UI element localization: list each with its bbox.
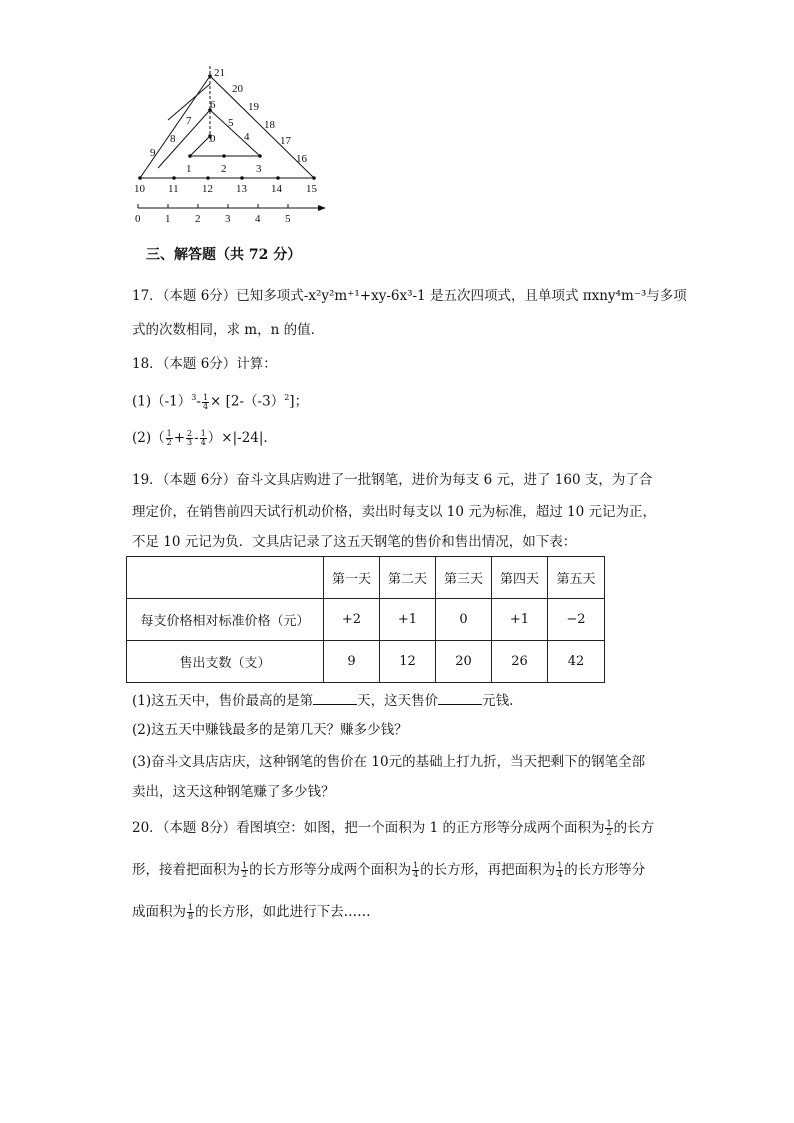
q19-line-1: 19．（本题 6分）奋斗文具店购进了一批钢笔，进价为每支 6 元，进了 160 支，为了合 [132, 472, 653, 488]
q20-line-2 [132, 860, 645, 880]
middle-left-edge [158, 110, 210, 168]
q20-text: 20．（本题 8分）看图填空：如图，把一个面积为 1 的正方形等分成两个面积为 [132, 820, 605, 836]
fraction: $\frac{1}{2}$ [606, 819, 612, 837]
q19-sub-2: (2)这五天中赚钱最多的是第几天？赚多少钱？ [132, 722, 408, 738]
vertex-label: 8 [170, 133, 176, 145]
q20-text: 成面积为 [132, 904, 186, 920]
table-header-cell [127, 557, 324, 599]
vertex-label: 16 [296, 153, 307, 165]
q20-text: 的长方 [613, 820, 655, 836]
q17-line-2: 式的次数相同，求 m，n 的值． [132, 322, 325, 338]
table-header-cell: 第一天 [324, 557, 380, 599]
table-cell: +1 [380, 599, 436, 641]
vertex-label: 15 [306, 183, 317, 195]
table-row [127, 599, 605, 641]
fraction: $\frac{1}{8}$ [188, 903, 194, 921]
vertex-label: 21 [214, 67, 225, 79]
vertex-label: 13 [236, 183, 247, 195]
table-header-cell: 第四天 [492, 557, 548, 599]
fraction: $\frac{1}{4}$ [200, 429, 206, 447]
answer-blank[interactable] [438, 690, 482, 705]
q18-p2-op2: - [194, 430, 199, 446]
vertex-label: 3 [256, 163, 262, 175]
vertex-label: 5 [228, 117, 234, 129]
table-cell: 0 [436, 599, 492, 641]
q18-part-2 [132, 428, 268, 448]
axis-ticks [138, 204, 288, 208]
middle-right-edge [210, 110, 260, 156]
vertex-label: 11 [168, 183, 179, 195]
q20-text: 的长方形，如此进行下去…… [195, 904, 371, 920]
q20-line-3 [132, 902, 371, 922]
table-cell: +2 [324, 599, 380, 641]
q18-title: 18．（本题 6分）计算： [132, 356, 277, 372]
vertex-label: 18 [264, 119, 275, 131]
q17-line-1: 17．（本题 6分）已知多项式-x²y²m⁺¹+xy-6x³-1 是五次四项式，且单项式 πxny⁴m⁻³与多项 [132, 288, 687, 304]
table-cell: +1 [492, 599, 548, 641]
q19-s1-c: 元钱. [482, 693, 514, 709]
axis-tick-label: 5 [285, 213, 291, 225]
q18-p1-exp: 3 [191, 393, 197, 402]
axis-arrow-icon [318, 205, 326, 211]
q20-line-1 [132, 818, 654, 838]
vertex-label: 19 [248, 101, 259, 113]
table-cell: 26 [492, 641, 548, 683]
q19-s1-a: (1)这五天中，售价最高的是第 [132, 693, 314, 709]
q18-p1-minus: - [196, 393, 201, 410]
table-cell: 42 [548, 641, 605, 683]
vertex-label: 2 [221, 163, 227, 175]
q20-text: 的长方形等分成两个面积为 [249, 862, 412, 878]
table-header-cell: 第三天 [436, 557, 492, 599]
fraction: $\frac{1}{4}$ [202, 392, 209, 411]
q18-p1-f: ]； [289, 393, 309, 410]
vertex-label: 4 [244, 131, 250, 143]
vertex-dots [138, 74, 316, 180]
axis-tick-label: 3 [225, 213, 231, 225]
answer-blank[interactable] [313, 690, 357, 705]
table-cell: −2 [548, 599, 605, 641]
axis-tick-label: 2 [195, 213, 201, 225]
axis-tick-label: 1 [165, 213, 171, 225]
table-row [127, 641, 605, 683]
table-header-row [127, 557, 605, 599]
fraction: $\frac{1}{4}$ [413, 861, 419, 879]
inner-left [190, 136, 210, 156]
triangle-number-figure [128, 60, 338, 228]
vertex-label: 17 [280, 135, 291, 147]
vertex-label: 10 [134, 183, 145, 195]
vertex-label: 1 [186, 163, 192, 175]
table-header-cell: 第五天 [548, 557, 605, 599]
q18-p2-a: (2)（ [132, 430, 165, 446]
table-header-cell: 第二天 [380, 557, 436, 599]
q18-p1-exp2: 2 [284, 393, 290, 402]
outer-left-edge [140, 76, 210, 178]
fraction: $\frac{1}{2}$ [166, 429, 172, 447]
q19-sub-1 [132, 690, 513, 711]
table-cell: 9 [324, 641, 380, 683]
q19-line-2: 理定价，在销售前四天试行机动价格，卖出时每支以 10 元为标准，超过 10 元记为正， [132, 504, 657, 520]
fraction: $\frac{2}{3}$ [187, 429, 193, 447]
vertex-label: 0 [210, 133, 216, 145]
q19-line-3: 不足 10 元记为负．文具店记录了这五天钢笔的售价和售出情况，如下表： [132, 534, 577, 550]
vertex-label: 14 [271, 183, 282, 195]
vertex-label: 9 [150, 147, 156, 159]
fraction: $\frac{1}{2}$ [242, 861, 248, 879]
table-row-label: 售出支数（支） [127, 641, 324, 683]
table-cell: 12 [380, 641, 436, 683]
q20-text: 的长方形，再把面积为 [420, 862, 556, 878]
axis-tick-label: 0 [135, 213, 141, 225]
q19-s1-b: 天，这天售价 [357, 693, 439, 709]
vertex-label: 20 [232, 83, 243, 95]
q20-text: 形，接着把面积为 [132, 862, 240, 878]
vertex-label: 12 [202, 183, 213, 195]
pen-sales-table [126, 556, 605, 683]
q18-p2-op1: + [173, 430, 186, 446]
q19-sub-3-line-1: (3)奋斗文具店店庆，这种钢笔的售价在 10元的基础上打九折，当天把剩下的钢笔全部 [132, 754, 646, 770]
section-heading: 三、解答题（共 72 分） [146, 247, 302, 263]
q19-sub-3-line-2: 卖出，这天这种钢笔赚了多少钱？ [132, 784, 335, 800]
q18-p2-b: ）×|-24|. [207, 430, 268, 446]
vertex-label: 6 [210, 99, 216, 111]
fraction: $\frac{1}{4}$ [557, 861, 563, 879]
q18-p1-d: × [2-（-3） [210, 393, 285, 410]
axis-tick-label: 4 [255, 213, 261, 225]
q18-p1-a: (1)（-1） [132, 393, 192, 410]
vertex-label: 7 [186, 115, 192, 127]
table-cell: 20 [436, 641, 492, 683]
q20-text: 的长方形等分 [564, 862, 646, 878]
table-row-label: 每支价格相对标准价格（元） [127, 599, 324, 641]
q18-part-1 [132, 388, 308, 412]
